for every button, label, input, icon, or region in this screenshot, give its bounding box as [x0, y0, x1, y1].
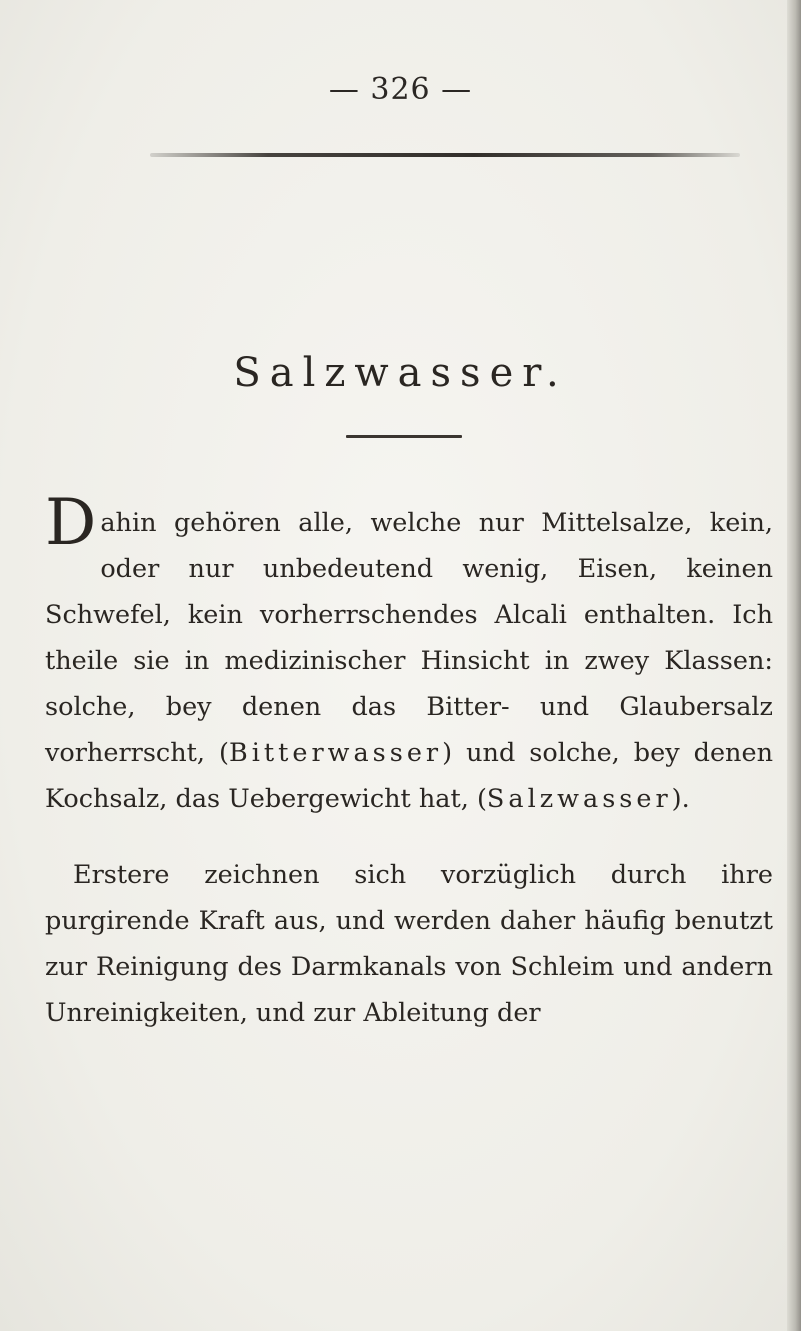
- term-bitterwasser: Bitterwasser: [228, 738, 443, 768]
- paragraph-1: [45, 486, 773, 822]
- body-text: [45, 486, 773, 1036]
- page-number: — 326 —: [328, 72, 473, 107]
- drop-cap: D: [45, 486, 97, 560]
- paragraph-1-text-a: ahin gehören alle, welche nur Mittelsalze, kein, oder nur unbedeutend wenig, Eisen, keinen Schwefel, kein vorherrschendes Alcali enthalten. Ich theile sie in medizinischer Hinsicht in zwey Klassen: solche, bey denen das Bitter- und Glaubersalz vorherrscht, (: [45, 508, 773, 768]
- paragraph-1-text-b: ) und solche, bey denen Kochsalz, das Uebergewicht hat, (: [45, 738, 773, 814]
- header-rule: [150, 153, 740, 157]
- paragraph-1-text-c: ).: [671, 784, 690, 814]
- page-edge-shadow: [787, 0, 801, 1331]
- title-rule: [346, 435, 462, 438]
- paragraph-2: Erstere zeichnen sich vorzüglich durch ihre purgirende Kraft aus, und werden daher häufig benutzt zur Reinigung des Darmkanals von Schleim und andern Unreinigkeiten, und zur Ableitung der: [45, 860, 773, 1028]
- section-title: Salzwasser.: [233, 350, 568, 396]
- term-salzwasser: Salzwasser: [486, 784, 672, 814]
